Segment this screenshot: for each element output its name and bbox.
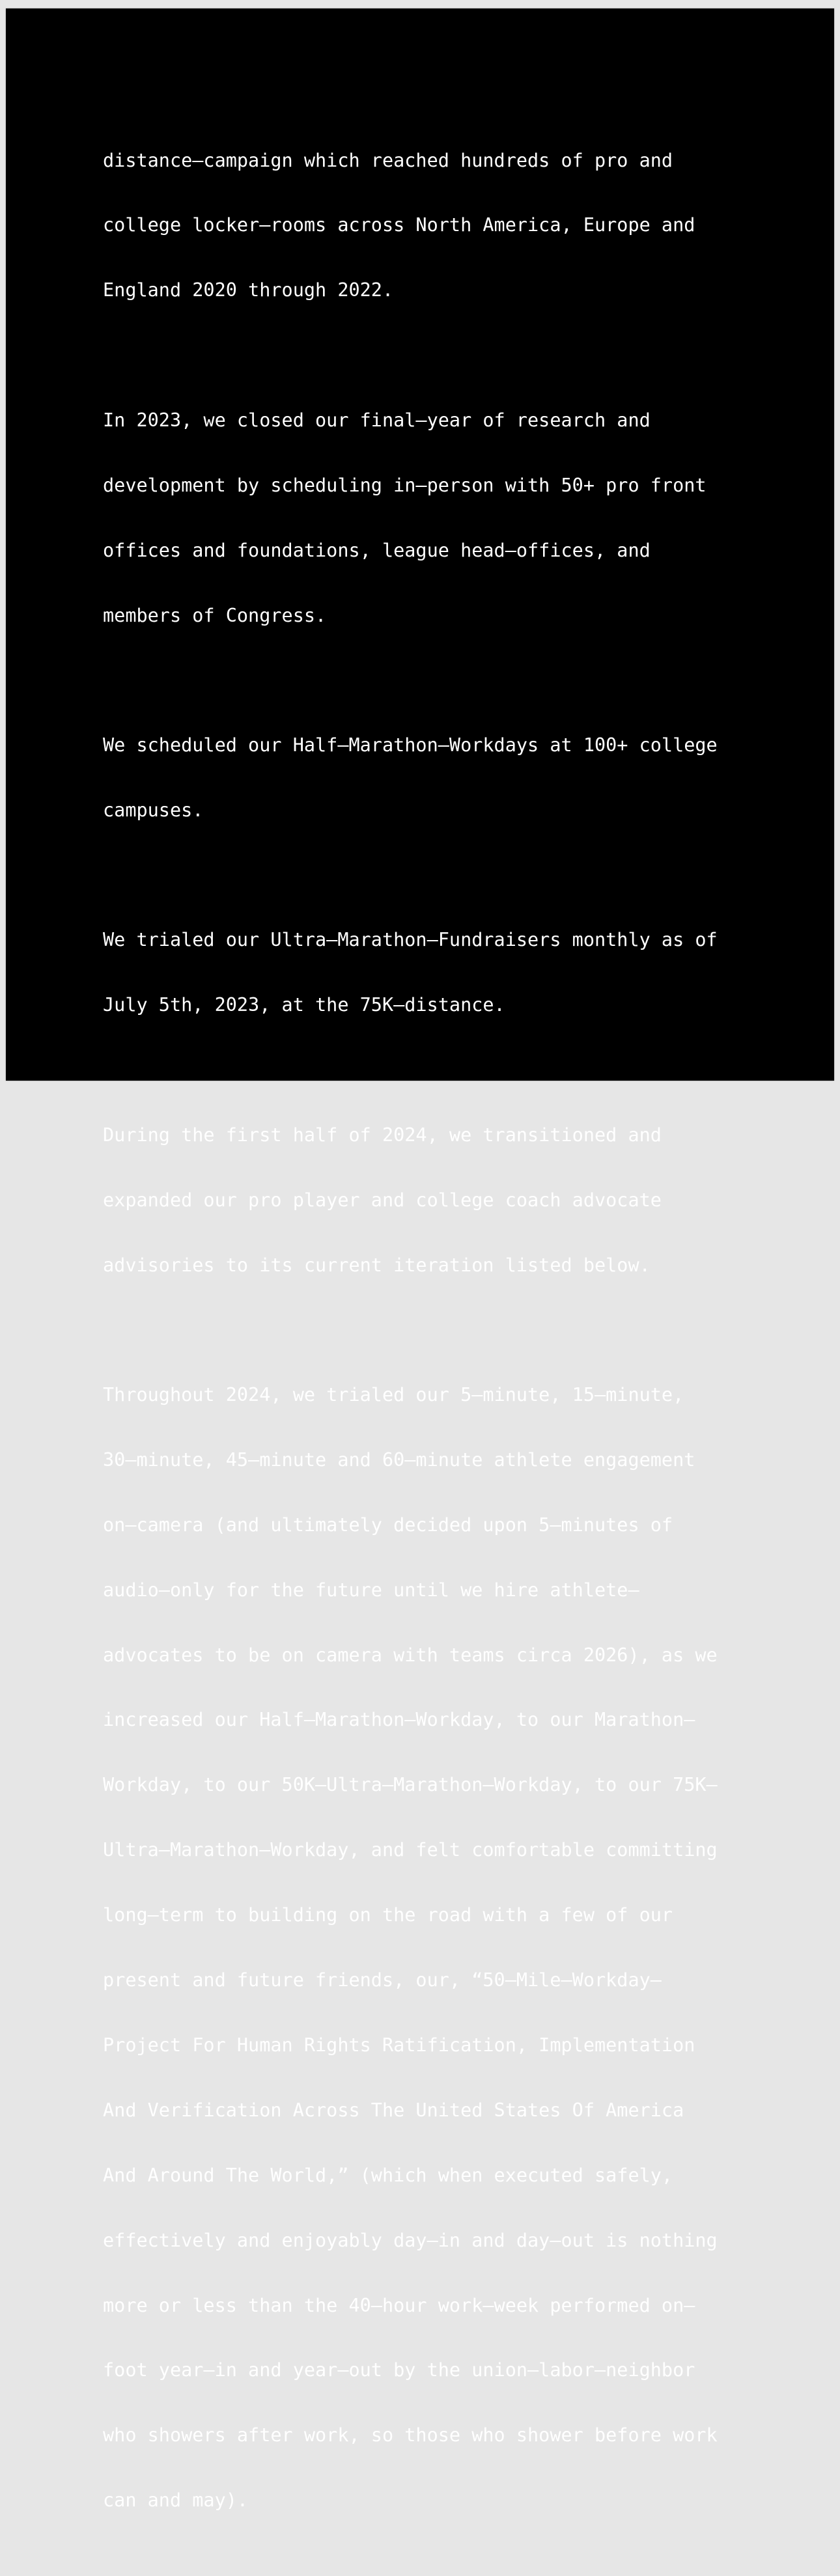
text-line: offices and foundations, league head–offices, and <box>103 539 651 561</box>
text-line: Throughout 2024, we trialed our 5–minute, 15–minute, <box>103 1384 684 1406</box>
text-line: Ultra–Marathon–Workday, and felt comfortable committing <box>103 1839 718 1861</box>
text-line: campuses. <box>103 799 204 821</box>
text-line: foot year–in and year–out by the union–labor–neighbor <box>103 2359 695 2381</box>
text-line: can and may). <box>103 2489 249 2512</box>
text-line: long–term to building on the road with a few of our <box>103 1904 673 1926</box>
text-line: 30–minute, 45–minute and 60–minute athlete engagement <box>103 1448 695 1471</box>
text-line: distance–campaign which reached hundreds of pro and <box>103 149 673 171</box>
text-line: We trialed our Ultra–Marathon–Fundraisers monthly as of <box>103 929 718 951</box>
text-line: And Verification Across The United States Of America <box>103 2099 684 2121</box>
document-page <box>6 8 834 2512</box>
text-line: In 2023, we closed our final–year of research and <box>103 409 651 431</box>
text-line: members of Congress. <box>103 604 327 626</box>
text-line: on–camera (and ultimately decided upon 5–minutes of <box>103 1514 673 1536</box>
text-line: We scheduled our Half–Marathon–Workdays at 100+ college <box>103 734 718 756</box>
text-line: expanded our pro player and college coach advocate <box>103 1189 662 1211</box>
text-line: audio–only for the future until we hire athlete– <box>103 1579 639 1601</box>
text-line: present and future friends, our, “50–Mile–Workday– <box>103 1969 662 1991</box>
text-line: During the first half of 2024, we transitioned and <box>103 1124 662 1146</box>
document-body <box>103 106 806 2576</box>
text-line: England 2020 through 2022. <box>103 279 394 301</box>
text-line: more or less than the 40–hour work–week performed on– <box>103 2294 695 2316</box>
paragraph-ultra-marathon <box>103 886 806 1059</box>
text-line: who showers after work, so those who shower before work <box>103 2424 718 2446</box>
paragraph-half-marathon <box>103 691 806 864</box>
text-line: July 5th, 2023, at the 75K–distance. <box>103 994 505 1016</box>
paragraph-throughout-2024 <box>103 1340 806 2555</box>
text-line: Project For Human Rights Ratification, Implementation <box>103 2034 695 2056</box>
paragraph-2024-first-half <box>103 1081 806 1319</box>
text-line: development by scheduling in–person with 50+ pro front <box>103 474 707 496</box>
text-line: college locker–rooms across North America, Europe and <box>103 214 695 236</box>
text-line: increased our Half–Marathon–Workday, to our Marathon– <box>103 1709 695 1731</box>
text-line: Workday, to our 50K–Ultra–Marathon–Workday, to our 75K– <box>103 1774 718 1796</box>
paragraph-campaign <box>103 106 806 344</box>
text-line: advocates to be on camera with teams circa 2026), as we <box>103 1644 718 1666</box>
paragraph-2023 <box>103 366 806 669</box>
text-line: effectively and enjoyably day–in and day–out is nothing <box>103 2229 718 2251</box>
text-line: advisories to its current iteration listed below. <box>103 1254 651 1276</box>
text-line: And Around The World,” (which when executed safely, <box>103 2164 673 2186</box>
